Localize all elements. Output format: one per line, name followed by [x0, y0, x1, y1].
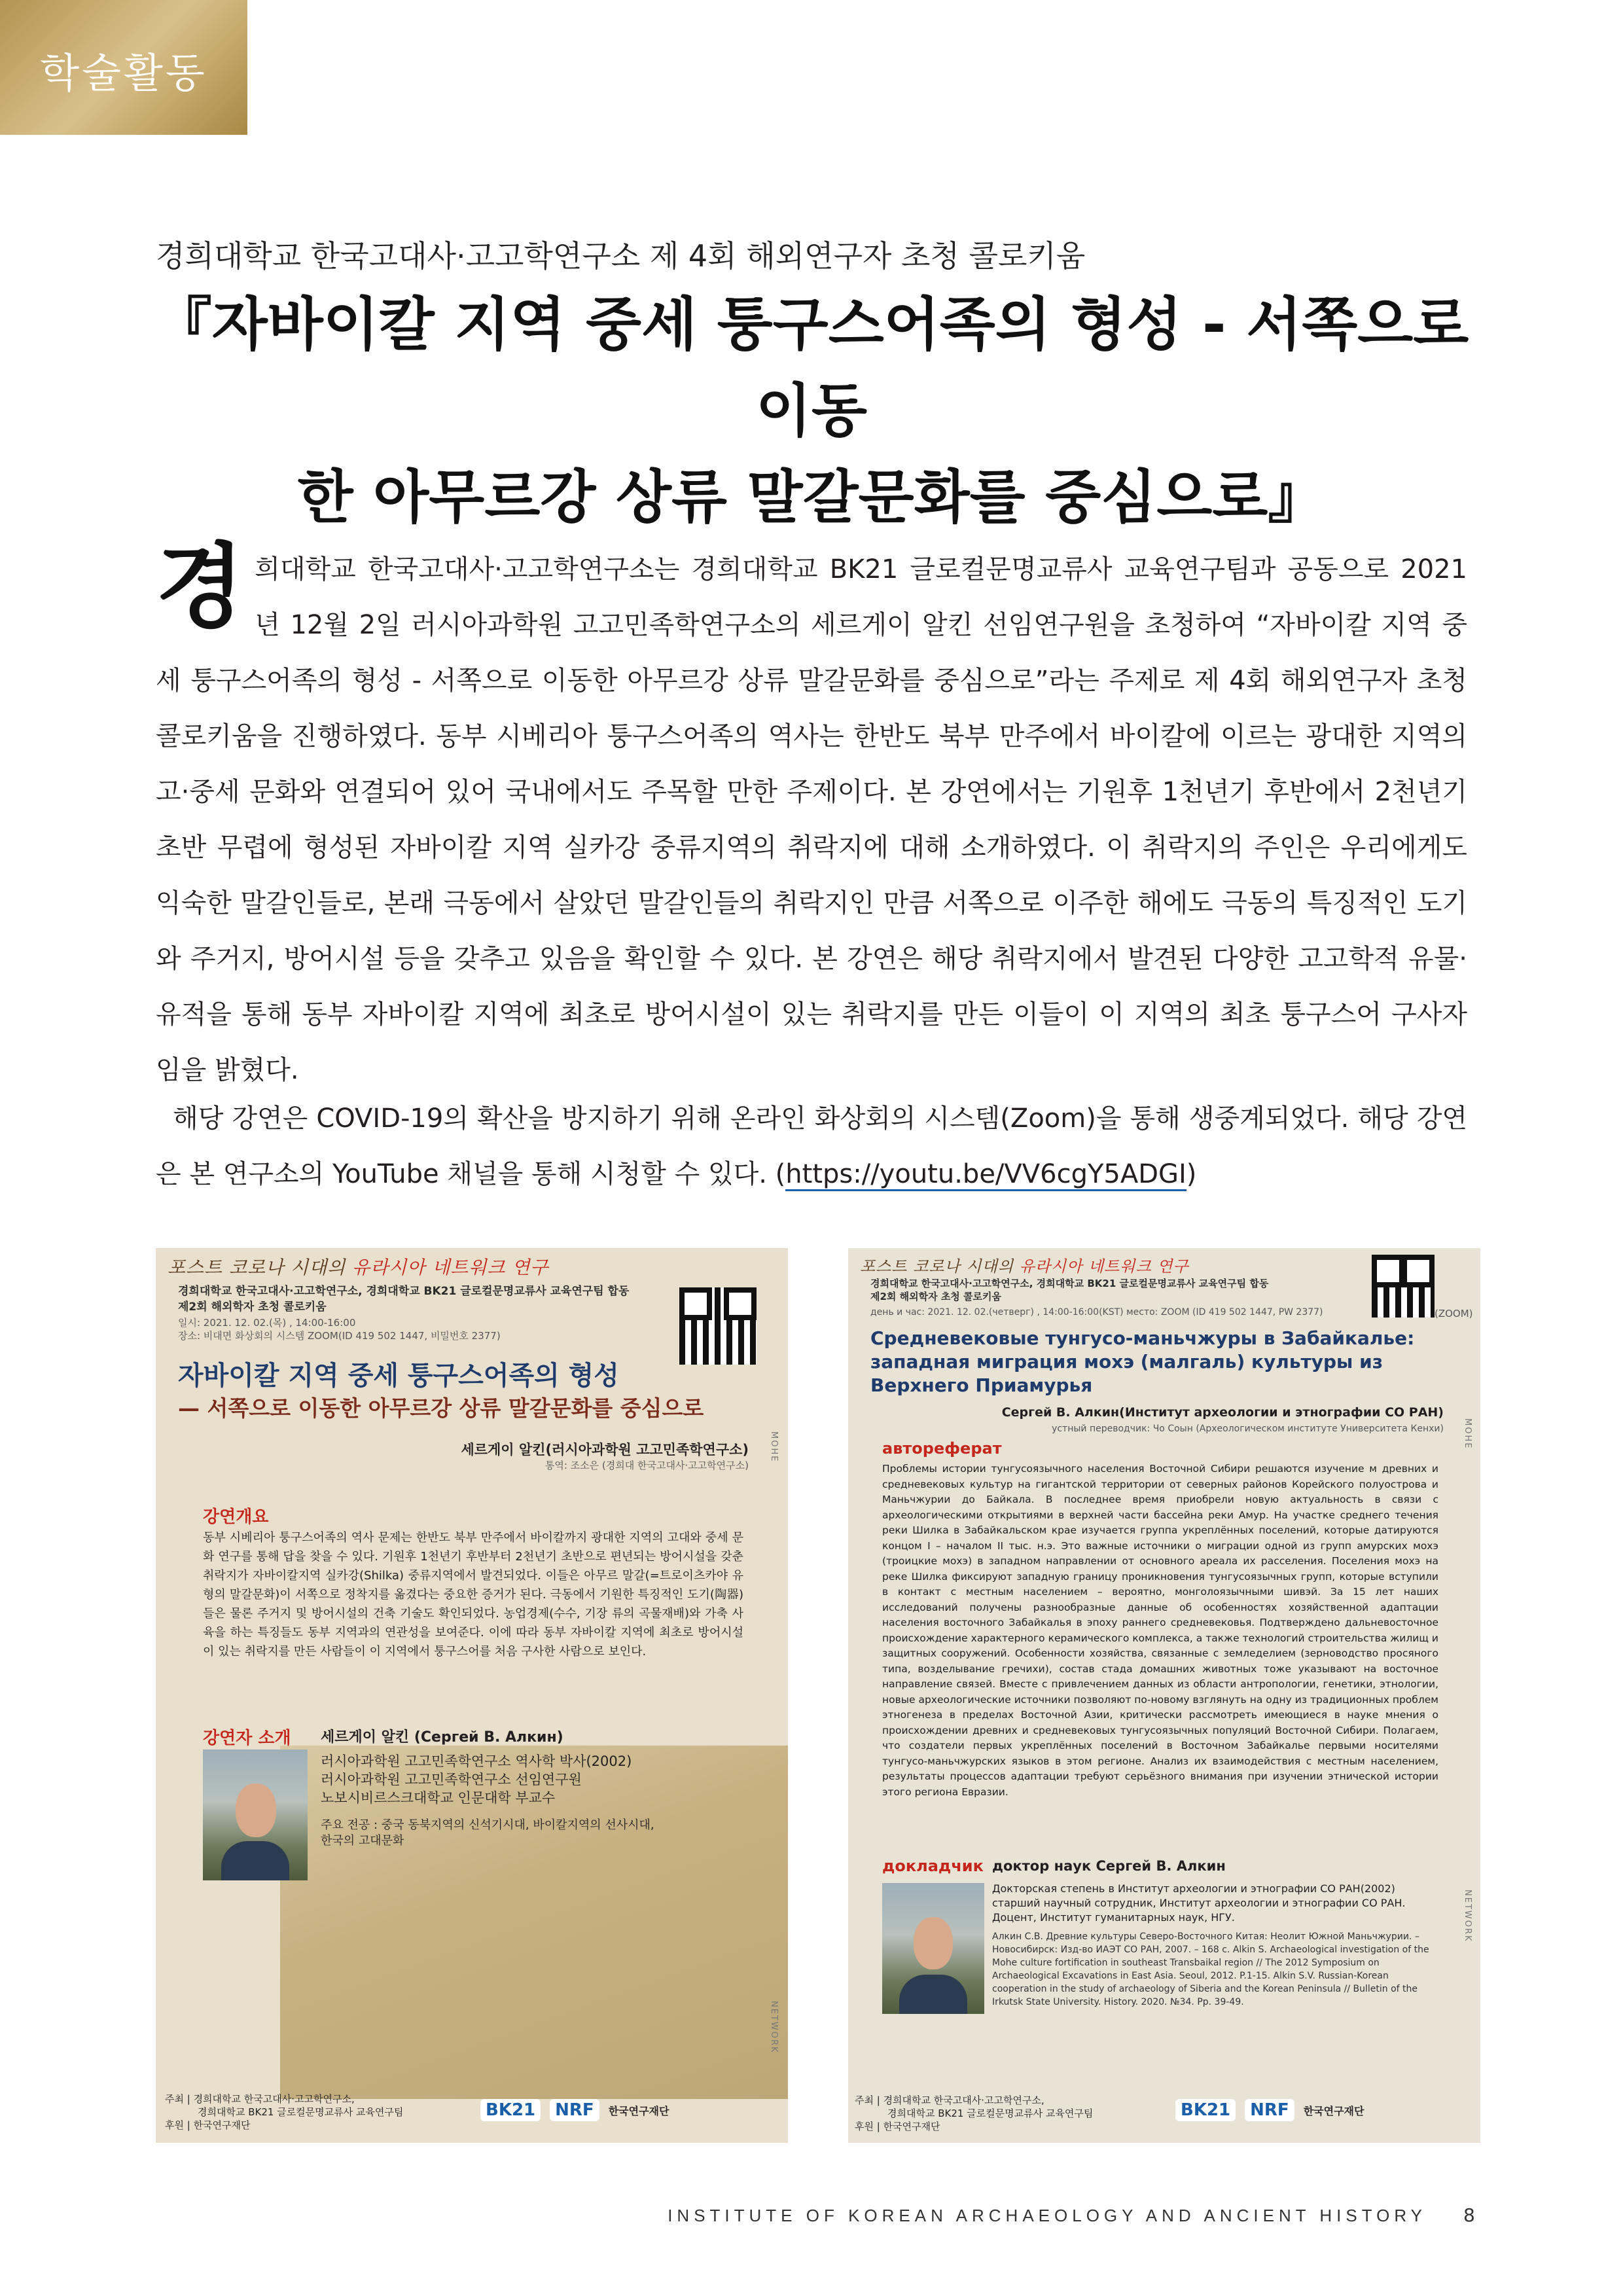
poster-bio: Докторская степень в Институт археологии и этнографии СО РАН(2002) старший научный сотрудник, Институт археологии и этнографии СО РАН. Доцент, Институт гуманитарных наук, НГУ.	[992, 1882, 1406, 1924]
poster-credits: 주최 | 경희대학교 한국고대사·고고학연구소, 경희대학교 BK21 글로컬문명교류사 교육연구팀 후원 | 한국연구재단	[165, 2093, 404, 2131]
poster-bio-major: 주요 전공 : 중국 동북지역의 신석기시대, 바이칼지역의 선사시대, 한국의 고대문화	[321, 1818, 654, 1848]
poster-hand-title: 포스트 코로나 시대의 유라시아 네트워크 연구	[168, 1257, 549, 1278]
poster-host: 경희대학교 한국고대사·고고학연구소, 경희대학교 BK21 글로컬문명교류사 교육연구팀 합동 제2회 해외학자 초청 콜로키움	[870, 1278, 1269, 1302]
qr-code-icon	[1372, 1255, 1435, 1318]
para2-text: 해당 강연은 COVID-19의 확산을 방지하기 위해 온라인 화상회의 시스템(Zoom)을 통해 생중계되었다. 해당 강연은 본 연구소의 YouTube 채널을 통해 시청할 수 있다. (	[156, 1103, 1467, 1189]
body-paragraph-2	[156, 1091, 1467, 1202]
section-tab-label: 학술활동	[40, 49, 207, 97]
footer-institute-name: INSTITUTE OF KOREAN ARCHAEOLOGY AND ANCIENT HISTORY	[668, 2206, 1427, 2225]
page-number: 8	[1463, 2204, 1475, 2226]
side-label-mohe: MOHE	[1463, 1418, 1472, 1450]
side-label-network: NETWORK	[1463, 1890, 1472, 1943]
nrf-logo-text: 한국연구재단	[608, 2104, 669, 2117]
poster-section-abstract: автореферат	[882, 1439, 1002, 1458]
poster-translator: устный переводчик: Чо Соын (Археологическом институте Университета Кенхи)	[1052, 1424, 1444, 1434]
speaker-photo	[882, 1883, 984, 2014]
poster-credits: 주최 | 경희대학교 한국고대사·고고학연구소, 경희대학교 BK21 글로컬문명교류사 교육연구팀 후원 | 한국연구재단	[855, 2094, 1094, 2132]
qr-code-icon	[679, 1287, 757, 1365]
speaker-photo	[203, 1749, 308, 1880]
poster-abstract: Проблемы истории тунгусоязычного населения Восточной Сибири решаются изучение м древних и средневековых культур на гигантской территории от северных районов Корейского полуострова и Маньчжурии до Байкала. В последнее время приобрели новую актуальность в связи с археологическими открытиями в верхней части бассейна реки Амур. На участке среднего течения реки Шилка в Забайкальском крае изучается группа укреплённых поселений, которые датируются концом I – началом II тыс. н.э. Это важные источники о миграции одной из групп амурских мохэ (троицкие мохэ) в западном направлении от основного ареала их расселения. Поселения мохэ на реке Шилка фиксируют западную границу проникновения тунгусоязычных групп, которые вступили в контакт с местным населением – вероятно, монголоязычными шивэй. За 15 лет наших исследований получены разнообразные данные об особенностях хозяйственной адаптации населения восточного Забайкалья в эпоху раннего средневековья. Подтверждено дальневосточное происхождение характерного керамического комплекса, а также технологий строительства жилищ и защитных сооружений. Особенности хозяйства, связанные с земледелием (зерноводство просяного типа, возделывание гречихи), состав стада домашних животных тоже указывают на восточное направление связей. Вместе с привлечением данных из области антропологии, генетики, этнологии, новые археологические источники позволяют по-новому взглянуть на одну из традиционных проблем этногенеза в пределах Восточной Азии, критически рассмотреть имеющиеся в науке мнения о происхождении древних и средневековых тунгусоязычных популяций Восточной Сибири. Полагаем, что создатели первых укреплённых поселений в Восточном Забайкалье первыми носителями тунгусо-маньчжурских языков в этом регионе. Анализ их взаимодействия с местным населением, результаты процессов адаптации требуют серьёзного внимания при изучении этнической истории этого региона Евразии.	[882, 1463, 1438, 1798]
para1-text: 희대학교 한국고대사·고고학연구소는 경희대학교 BK21 글로컬문명교류사 교육연구팀과 공동으로 2021년 12월 2일 러시아과학원 고고민족학연구소의 세르게이 알킨 선임연구원을 초청하여 “자바이칼 지역 중세 퉁구스어족의 형성 - 서쪽으로 이동한 아무르강 상류 말갈문화를 중심으로”라는 주제로 제 4회 해외연구자 초청 콜로키움을 진행하였다. 동부 시베리아 퉁구스어족의 역사는 한반도 북부 만주에서 바이칼에 이르는 광대한 지역의 고·중세 문화와 연결되어 있어 국내에서도 주목할 만한 주제이다. 본 강연에서는 기원후 1천년기 후반에서 2천년기 초반 무렵에 형성된 자바이칼 지역 실카강 중류지역의 취락지에 대해 소개하였다. 이 취락지의 주인은 우리에게도 익숙한 말갈인들로, 본래 극동에서 살았던 말갈인들의 취락지인 만큼 서쪽으로 이주한 해에도 극동의 특징적인 도기와 주거지, 방어시설 등을 갖추고 있음을 확인할 수 있다. 본 강연은 해당 취락지에서 발견된 다양한 고고학적 유물·유적을 통해 동부 자바이칼 지역에 최초로 방어시설이 있는 취락지를 만든 이들이 이 지역의 최초 퉁구스어 구사자임을 밝혔다.	[156, 554, 1467, 1085]
side-label-mohe: MOHE	[769, 1431, 779, 1463]
nrf-logo: NRF	[1245, 2099, 1294, 2121]
poster-russian	[848, 1248, 1480, 2143]
poster-bio-name: доктор наук Сергей В. Алкин	[992, 1858, 1226, 1874]
youtube-link[interactable]: https://youtu.be/VV6cgY5ADGI	[785, 1159, 1186, 1191]
nrf-logo-text: 한국연구재단	[1303, 2104, 1364, 2117]
poster-logos	[1175, 2099, 1364, 2121]
poster-abstract: 동부 시베리아 퉁구스어족의 역사 문제는 한반도 북부 만주에서 바이칼까지 광대한 지역의 고대와 중세 문화 연구를 통해 답을 찾을 수 있다. 기원후 1천년기 후반부터 2천년기 초반으로 편년되는 방어시설을 갖춘 취락지가 자바이칼지역 실카강(Shilka) 중류지역에서 발견되었다. 이들은 아무르 말갈(=트로이츠카야 유형의 말갈문화)이 서쪽으로 정착지를 옮겼다는 중요한 증거가 된다. 극동에서 기원한 특징적인 도기(陶器)들은 물론 주거지 및 방어시설의 건축 기술도 확인되었다. 농업경제(수수, 기장 류의 곡물재배)와 가축 사육을 하는 특징들도 동부 지역과의 연관성을 보여준다. 이에 따라 동부 자바이칼 지역에 최초로 방어시설이 있는 취락지를 만든 사람들이 이 지역에서 퉁구스어를 처음 구사한 사람으로 보인다.	[203, 1531, 743, 1659]
poster-main-title: 자바이칼 지역 중세 퉁구스어족의 형성 — 서쪽으로 이동한 아무르강 상류 말갈문화를 중심으로	[178, 1361, 704, 1421]
zoom-label: (ZOOM)	[1435, 1308, 1473, 1319]
poster-section-abstract: 강연개요	[203, 1507, 269, 1527]
poster-section-speaker: докладчик	[882, 1857, 984, 1875]
poster-datetime: день и час: 2021. 12. 02.(четверг) , 14:00-16:00(KST) место: ZOOM (ID 419 502 1447, PW 2377)	[870, 1307, 1323, 1318]
article-subtitle: 경희대학교 한국고대사·고고학연구소 제 4회 해외연구자 초청 콜로키움	[156, 238, 1086, 274]
bk21-logo: BK21	[480, 2099, 541, 2121]
poster-speaker: 세르게이 알킨(러시아과학원 고고민족학연구소)	[461, 1442, 749, 1458]
poster-hand-title: 포스트 코로나 시대의 유라시아 네트워크 연구	[860, 1257, 1189, 1276]
poster-bio-name: 세르게이 알킨 (Сергей В. Алкин)	[321, 1729, 563, 1746]
nrf-logo: NRF	[550, 2099, 599, 2121]
poster-logos	[480, 2099, 669, 2121]
poster-main-title: Средневековые тунгусо-маньчжуры в Забайкалье: западная миграция мохэ (малгаль) культуры из Верхнего Приамурья	[870, 1327, 1415, 1396]
poster-datetime: 일시: 2021. 12. 02.(목) , 14:00-16:00 장소: 비대면 화상회의 시스템 ZOOM(ID 419 502 1447, 비밀번호 2377)	[178, 1317, 501, 1342]
article-title	[131, 281, 1492, 541]
section-tab	[0, 0, 247, 135]
poster-korean	[156, 1248, 788, 2143]
poster-bio: 러시아과학원 고고민족학연구소 역사학 박사(2002) 러시아과학원 고고민족학연구소 선임연구원 노보시비르스크대학교 인문대학 부교수	[321, 1753, 632, 1806]
poster-references: Алкин С.В. Древние культуры Северо-Восточного Китая: Неолит Южной Маньчжурии. – Новосибирск: Изд-во ИАЭТ СО РАН, 2007. – 168 с. Alkin S. Archaeological investigation of the Mohe culture fortification in southeast Transbaikal region // The 2012 Symposium on Archaeological Excavations in East Asia. Seoul, 2012. P.1-15. Alkin S.V. Russian-Korean cooperation in the study of archaeology of Siberia and the Korean Peninsula // Bulletin of the Irkutsk State University. History. 2020. №34. Pp. 39-49.	[992, 1931, 1429, 2007]
title-line-2: 한 아무르강 상류 말갈문화를 중심으로』	[297, 463, 1326, 531]
poster-translator: 통역: 조소은 (경희대 한국고대사·고고학연구소)	[544, 1460, 749, 1471]
para2-end: )	[1186, 1159, 1197, 1189]
poster-section-speaker: 강연자 소개	[203, 1729, 291, 1748]
bk21-logo: BK21	[1175, 2099, 1236, 2121]
title-line-1: 『자바이칼 지역 중세 퉁구스어족의 형성 - 서쪽으로 이동	[154, 291, 1469, 444]
body-paragraph-1	[156, 534, 1467, 1098]
side-label-network: NETWORK	[769, 2001, 779, 2054]
poster-host: 경희대학교 한국고대사·고고학연구소, 경희대학교 BK21 글로컬문명교류사 교육연구팀 합동 제2회 해외학자 초청 콜로키움	[178, 1285, 630, 1314]
poster-speaker: Сергей В. Алкин(Институт археологии и этнографии СО РАН)	[1001, 1405, 1444, 1420]
drop-cap: 경	[156, 534, 245, 641]
